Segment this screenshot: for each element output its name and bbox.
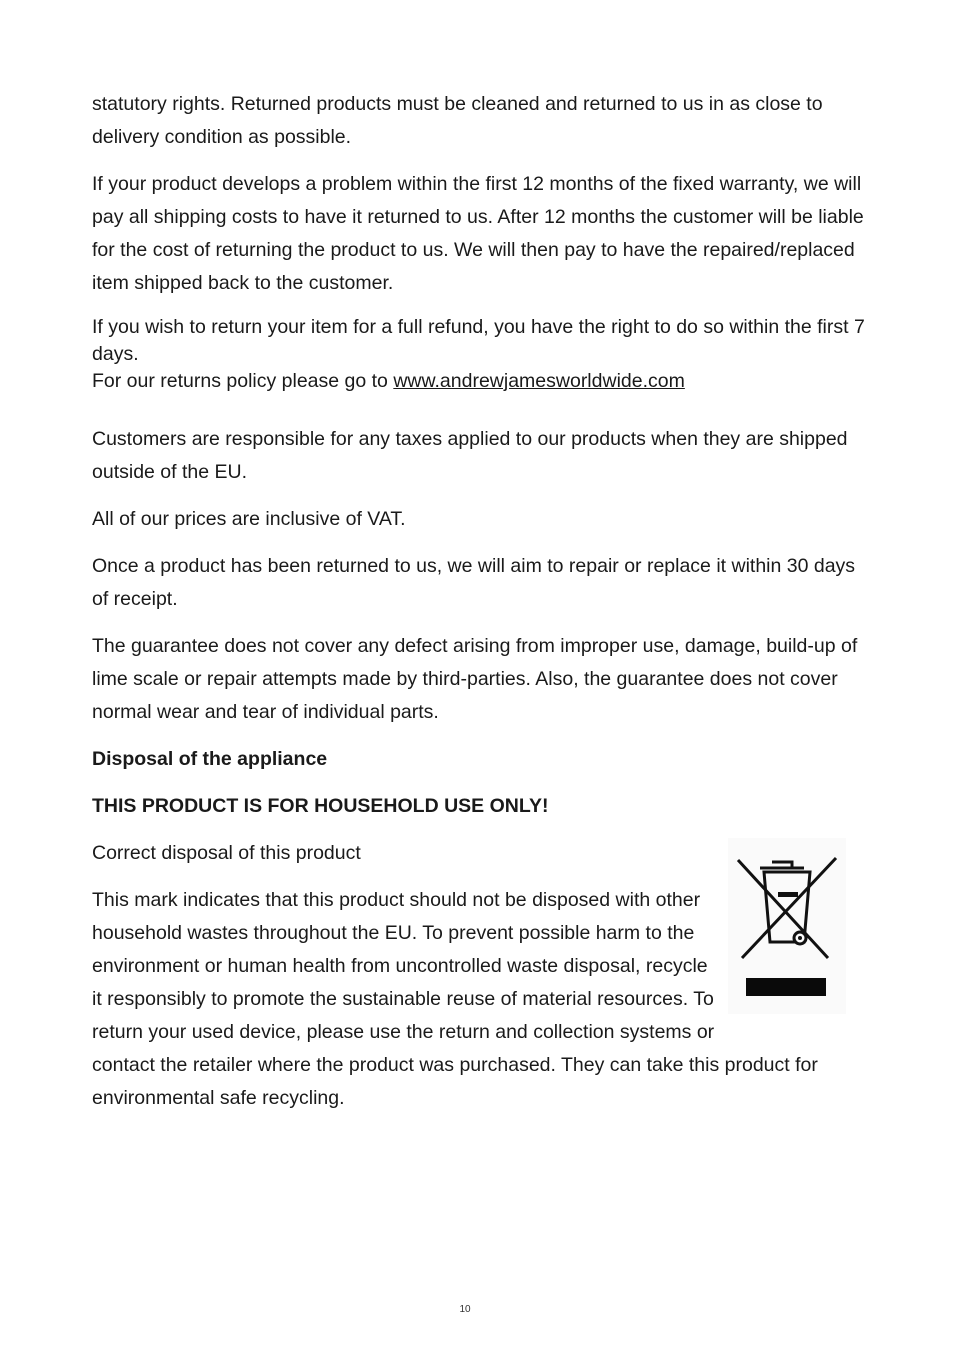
heading-household-use: THIS PRODUCT IS FOR HOUSEHOLD USE ONLY!	[92, 795, 549, 817]
returns-policy-text: For our returns policy please go to	[92, 370, 394, 392]
paragraph-guarantee-exclusions: The guarantee does not cover any defect arising from improper use, damage, build-up of lime scale or repair attempts made by third-parties. Also, the guarantee does not cover normal wear and tear of individual parts.	[92, 635, 858, 723]
paragraph-statutory-rights: statutory rights. Returned products must be cleaned and returned to us in as close to delivery condition as possible.	[92, 93, 823, 148]
paragraph-vat: All of our prices are inclusive of VAT.	[92, 508, 406, 530]
paragraph-shipping-costs: If your product develops a problem within the first 12 months of the fixed warranty, we will pay all shipping costs to have it returned to us. After 12 months the customer will be liable for the cost of returning the product to us. We will then pay to have the repaired/replaced item shipped back to the customer.	[92, 173, 864, 294]
paragraph-refund: If you wish to return your item for a full refund, you have the right to do so within the first 7 days.	[92, 316, 865, 365]
paragraph-returns-policy	[92, 368, 872, 395]
spacer	[92, 395, 872, 423]
document-page	[92, 88, 872, 1115]
crossed-out-wheelie-bin-icon	[728, 838, 846, 1014]
paragraph-correct-disposal: Correct disposal of this product	[92, 842, 361, 864]
paragraph-taxes: Customers are responsible for any taxes applied to our products when they are shipped outside of the EU.	[92, 428, 848, 483]
disposal-section	[92, 884, 872, 1115]
paragraph-disposal-info: This mark indicates that this product should not be disposed with other household wastes throughout the EU. To prevent possible harm to the environment or human health from uncontrolled waste disposal, recycle it responsibly to promote the sustainable reuse of material resources. To return your used device, please use the return and collection systems or contact the retailer where the product was purchased. They can take this product for environmental safe recycling.	[92, 889, 818, 1109]
page-number: 10	[459, 1304, 471, 1315]
paragraph-repair-timeframe: Once a product has been returned to us, we will aim to repair or replace it within 30 days of receipt.	[92, 555, 856, 610]
heading-disposal: Disposal of the appliance	[92, 748, 328, 770]
returns-policy-link[interactable]: www.andrewjamesworldwide.com	[393, 370, 685, 392]
